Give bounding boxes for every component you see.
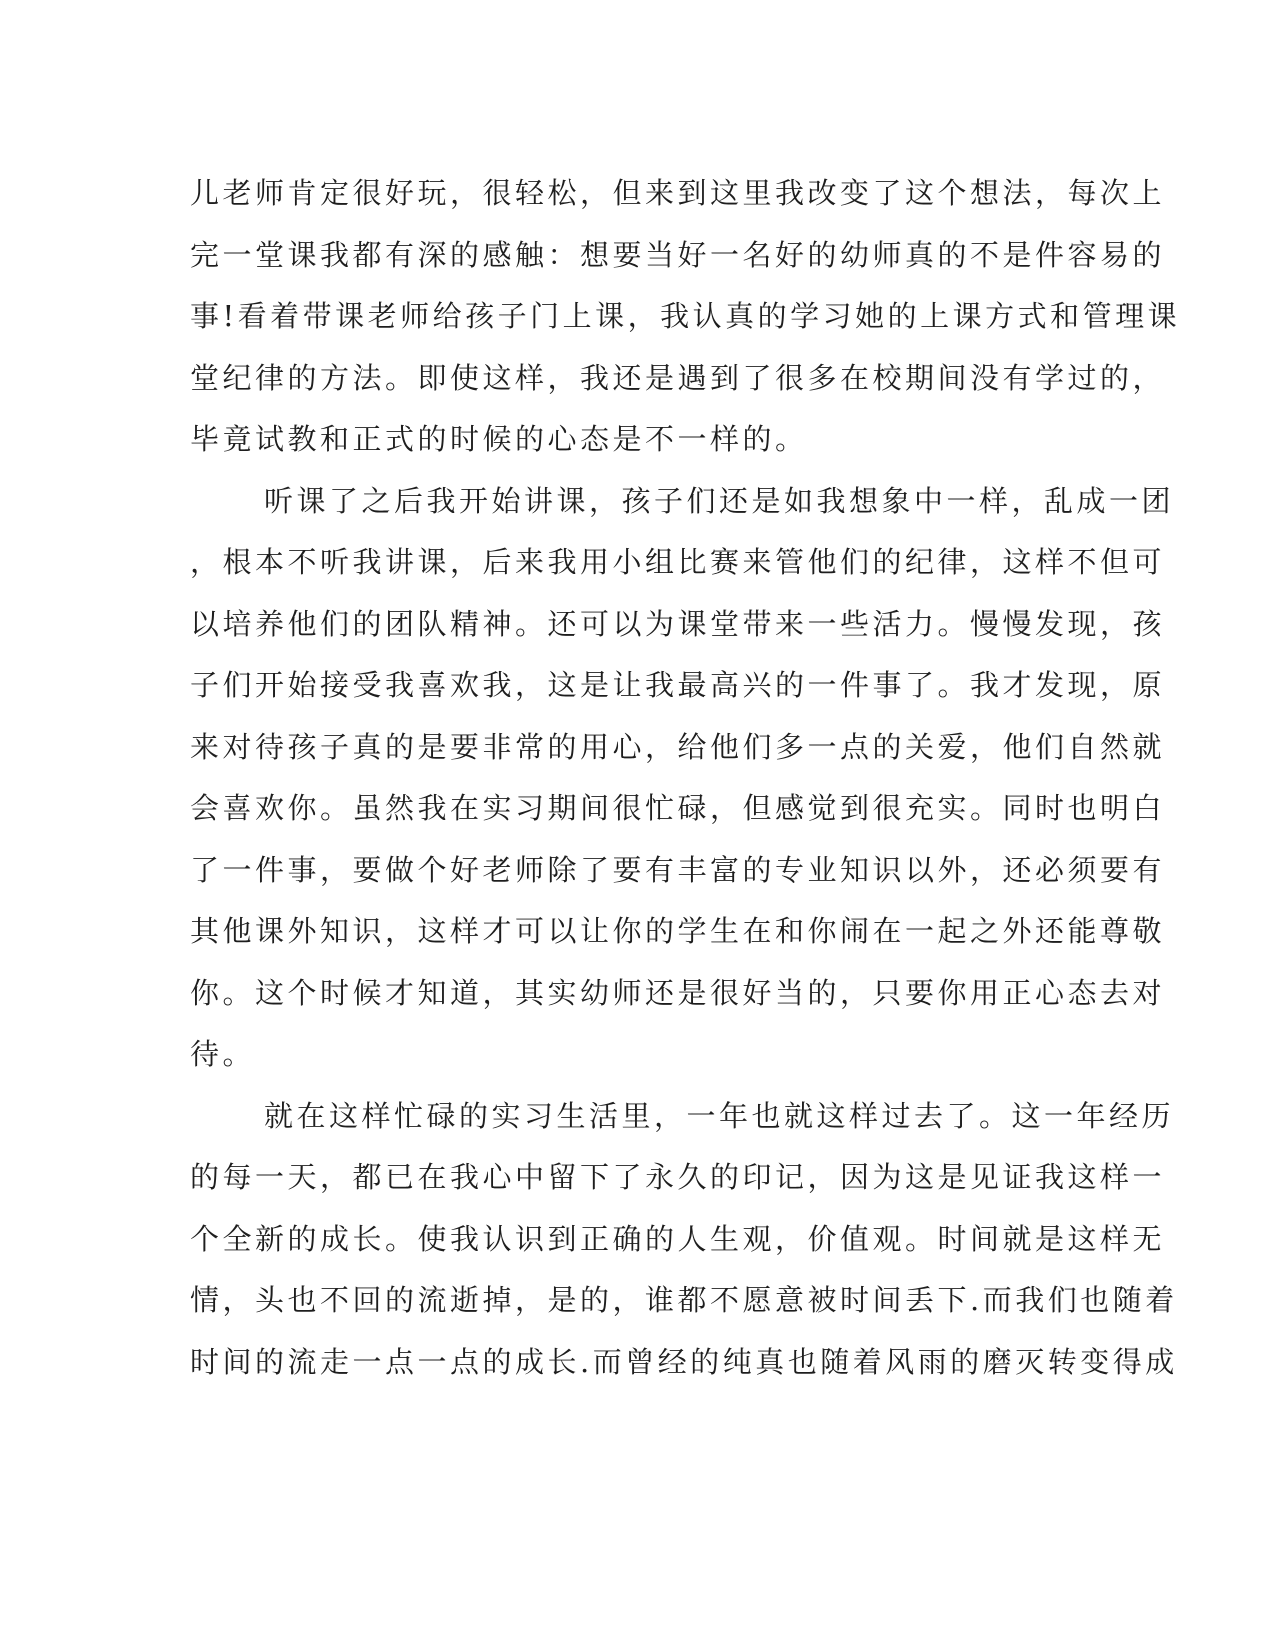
paragraph-first-line: 就在这样忙碌的实习生活里，一年也就这样过去了。这一年经历 [264,1098,1175,1133]
body-text [190,163,1181,1393]
text-line: 个全新的成长。使我认识到正确的人生观，价值观。时间就是这样无 [190,1221,1166,1256]
text-line: 来对待孩子真的是要非常的用心，给他们多一点的关爱，他们自然就 [190,729,1166,764]
text-line: 其他课外知识，这样才可以让你的学生在和你闹在一起之外还能尊敬 [190,914,1166,948]
text-line: 毕竟试教和正式的时候的心态是不一样的。 [190,422,808,456]
text-line: 了一件事，要做个好老师除了要有丰富的专业知识以外，还必须要有 [190,852,1166,887]
text-line: ，根本不听我讲课，后来我用小组比赛来管他们的纪律，这样不但可 [190,545,1166,579]
text-line: 儿老师肯定很好玩，很轻松，但来到这里我改变了这个想法，每次上 [190,176,1166,210]
text-line: 堂纪律的方法。即使这样，我还是遇到了很多在校期间没有学过的， [190,360,1166,395]
text-line: 情，头也不回的流逝掉，是的，谁都不愿意被时间丢下.而我们也随着 [190,1283,1178,1317]
paragraph-first-line: 听课了之后我开始讲课，孩子们还是如我想象中一样，乱成一团 [264,483,1175,518]
text-line: 你。这个时候才知道，其实幼师还是很好当的，只要你用正心态去对 [190,975,1166,1010]
text-line: 子们开始接受我喜欢我，这是让我最高兴的一件事了。我才发现，原 [190,668,1166,702]
text-line: 以培养他们的团队精神。还可以为课堂带来一些活力。慢慢发现，孩 [190,606,1166,641]
text-line: 完一堂课我都有深的感触：想要当好一名好的幼师真的不是件容易的 [190,237,1166,272]
text-line: 的每一天，都已在我心中留下了永久的印记，因为这是见证我这样一 [190,1160,1166,1194]
text-line: 事!看着带课老师给孩子门上课，我认真的学习她的上课方式和管理课 [190,299,1181,333]
text-line: 会喜欢你。虽然我在实习期间很忙碌，但感觉到很充实。同时也明白 [190,791,1166,825]
text-line: 时间的流走一点一点的成长.而曾经的纯真也随着风雨的磨灭转变得成 [190,1344,1178,1379]
text-line: 待。 [190,1037,256,1071]
